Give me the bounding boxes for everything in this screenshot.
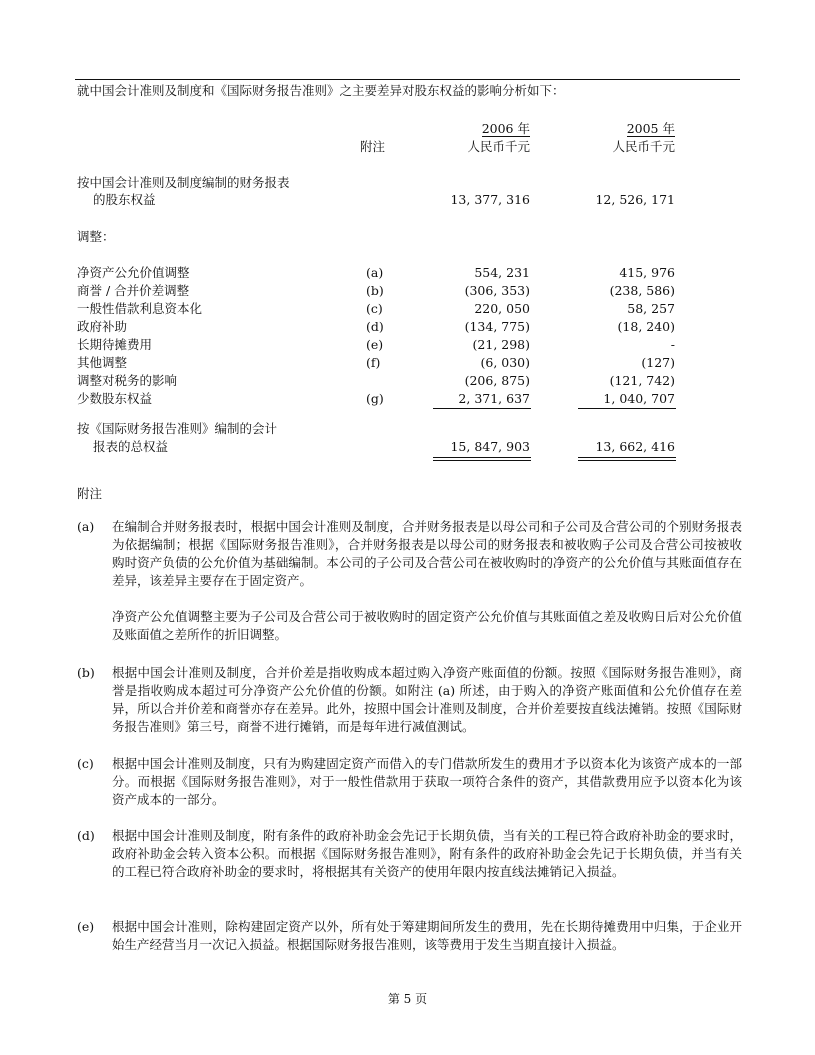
header-2005-year: 2005 年 [626, 121, 675, 136]
note-c [77, 755, 742, 809]
adjust-heading: 调整： [77, 229, 115, 244]
prc-equity-2005: 12, 526, 171 [595, 192, 675, 207]
note-paragraph: 根据中国会计准则，除构建固定资产以外，所有处于筹建期间所发生的费用，先在长期待摊费用中归集，于企业开始生产经营当月一次记入损益。根据国际财务报告准则，该等费用于发生当期直接计入损益。 [112, 919, 742, 952]
row-note: (d) [366, 319, 384, 334]
row-2006: (206, 875) [464, 373, 530, 388]
row-2006: (306, 353) [464, 283, 530, 298]
row-2006: (21, 298) [472, 337, 530, 352]
row-note: (b) [366, 283, 384, 298]
row-label: 少数股东权益 [77, 391, 153, 406]
row-label: 商誉 / 合并价差调整 [77, 283, 190, 298]
note-paragraph: 根据中国会计准则及制度，附有条件的政府补助金会先记于长期负债，当有关的工程已符合政府补助金的要求时，政府补助金会转入资本公积。而根据《国际财务报告准则》，附有条件的政府补助金会先记于长期负债，并当有关的工程已符合政府补助金的要求时，将根据其有关资产的使用年限内按直线法摊销记入损益。 [112, 828, 742, 879]
row-label: 其他调整 [77, 355, 128, 370]
row-2006: (134, 775) [464, 319, 530, 334]
row-note: (g) [366, 391, 384, 406]
row-2005: 1, 040, 707 [603, 391, 675, 406]
total-double-rule-2006-b [433, 460, 531, 461]
row-note: (f) [366, 355, 381, 370]
note-letter: (e) [77, 919, 95, 934]
notes-heading: 附注 [77, 486, 103, 501]
note-paragraph: 净资产公允值调整主要为子公司及合营公司于被收购时的固定资产公允价值与其账面值之差及收购日后对公允价值及账面值之差所作的折旧调整。 [112, 609, 742, 642]
header-2006-year: 2006 年 [481, 121, 530, 136]
prc-equity-2006: 13, 377, 316 [450, 192, 530, 207]
row-2006: 220, 050 [474, 301, 530, 316]
row-label: 调整对税务的影响 [77, 373, 178, 388]
row-2006: (6, 030) [480, 355, 530, 370]
row-label: 政府补助 [77, 319, 128, 334]
row-2005: (127) [641, 355, 675, 370]
header-2005-unit: 人民币千元 [612, 139, 675, 154]
total-double-rule-2005-b [578, 460, 676, 461]
row-2006: 554, 231 [474, 265, 530, 280]
row-2005: (18, 240) [617, 319, 675, 334]
total-double-rule-2005-a [578, 457, 676, 458]
ifrs-total-label-1: 按《国际财务报告准则》编制的会计 [77, 421, 278, 436]
row-note: (c) [366, 301, 383, 316]
row-note: (a) [366, 265, 384, 280]
page-number: 第 5 页 [387, 992, 428, 1006]
note-a [77, 518, 742, 644]
note-letter: (b) [77, 665, 95, 680]
ifrs-total-2006: 15, 847, 903 [450, 439, 530, 454]
note-paragraph: 根据中国会计准则及制度，合并价差是指收购成本超过购入净资产账面值的份额。按照《国际财务报告准则》，商誉是指收购成本超过可分净资产公允价值的份额。如附注 (a) 所述，由于购入的净资产账面值和公允价值存在差异，所以合并价差和商誉亦存在差异。此外，按照中国会计准则及制度，合并价差要按直线法摊销。按照《国际财务报告准则》第三号，商誉不进行摊销，而是每年进行减值测试。 [112, 665, 742, 734]
note-letter: (d) [77, 828, 95, 843]
row-2005: 58, 257 [627, 301, 675, 316]
note-b [77, 664, 742, 736]
note-d [77, 827, 742, 881]
note-paragraph: 根据中国会计准则及制度，只有为购建固定资产而借入的专门借款所发生的费用才予以资本化为该资产成本的一部分。而根据《国际财务报告准则》，对于一般性借款用于获取一项符合条件的资产，其借款费用应予以资本化为该资产成本的一部分。 [112, 756, 742, 807]
prc-equity-label-2: 的股东权益 [93, 192, 156, 207]
row-2005: (121, 742) [609, 373, 675, 388]
note-paragraph: 在编制合并财务报表时，根据中国会计准则及制度，合并财务报表是以母公司和子公司及合营公司的个别财务报表为依据编制；根据《国际财务报告准则》，合并财务报表是以母公司的财务报表和被收购子公司及合营公司按被收购时资产负债的公允价值为基础编制。本公司的子公司及合营公司在被收购时的净资产的公允价值与其账面值存在差异，该差异主要存在于固定资产。 [112, 519, 742, 588]
row-2005: 415, 976 [619, 265, 675, 280]
row-label: 净资产公允价值调整 [77, 265, 190, 280]
top-rule [75, 79, 740, 80]
row-label: 长期待摊费用 [77, 337, 153, 352]
row-2006: 2, 371, 637 [458, 391, 530, 406]
header-note-col: 附注 [360, 139, 386, 154]
subtotal-rule-2006 [433, 408, 531, 409]
intro-text: 就中国会计准则及制度和《国际财务报告准则》之主要差异对股东权益的影响分析如下： [77, 83, 565, 98]
row-note: (e) [366, 337, 384, 352]
header-2006-unit: 人民币千元 [467, 139, 530, 154]
total-double-rule-2006-a [433, 457, 531, 458]
ifrs-total-2005: 13, 662, 416 [595, 439, 675, 454]
row-label: 一般性借款利息资本化 [77, 301, 203, 316]
row-2005: (238, 586) [609, 283, 675, 298]
ifrs-total-label-2: 报表的总权益 [93, 439, 169, 454]
subtotal-rule-2005 [578, 408, 676, 409]
note-e [77, 918, 742, 954]
note-letter: (a) [77, 519, 95, 534]
prc-equity-label-1: 按中国会计准则及制度编制的财务报表 [77, 175, 290, 190]
note-letter: (c) [77, 756, 94, 771]
row-2005: - [670, 337, 675, 352]
